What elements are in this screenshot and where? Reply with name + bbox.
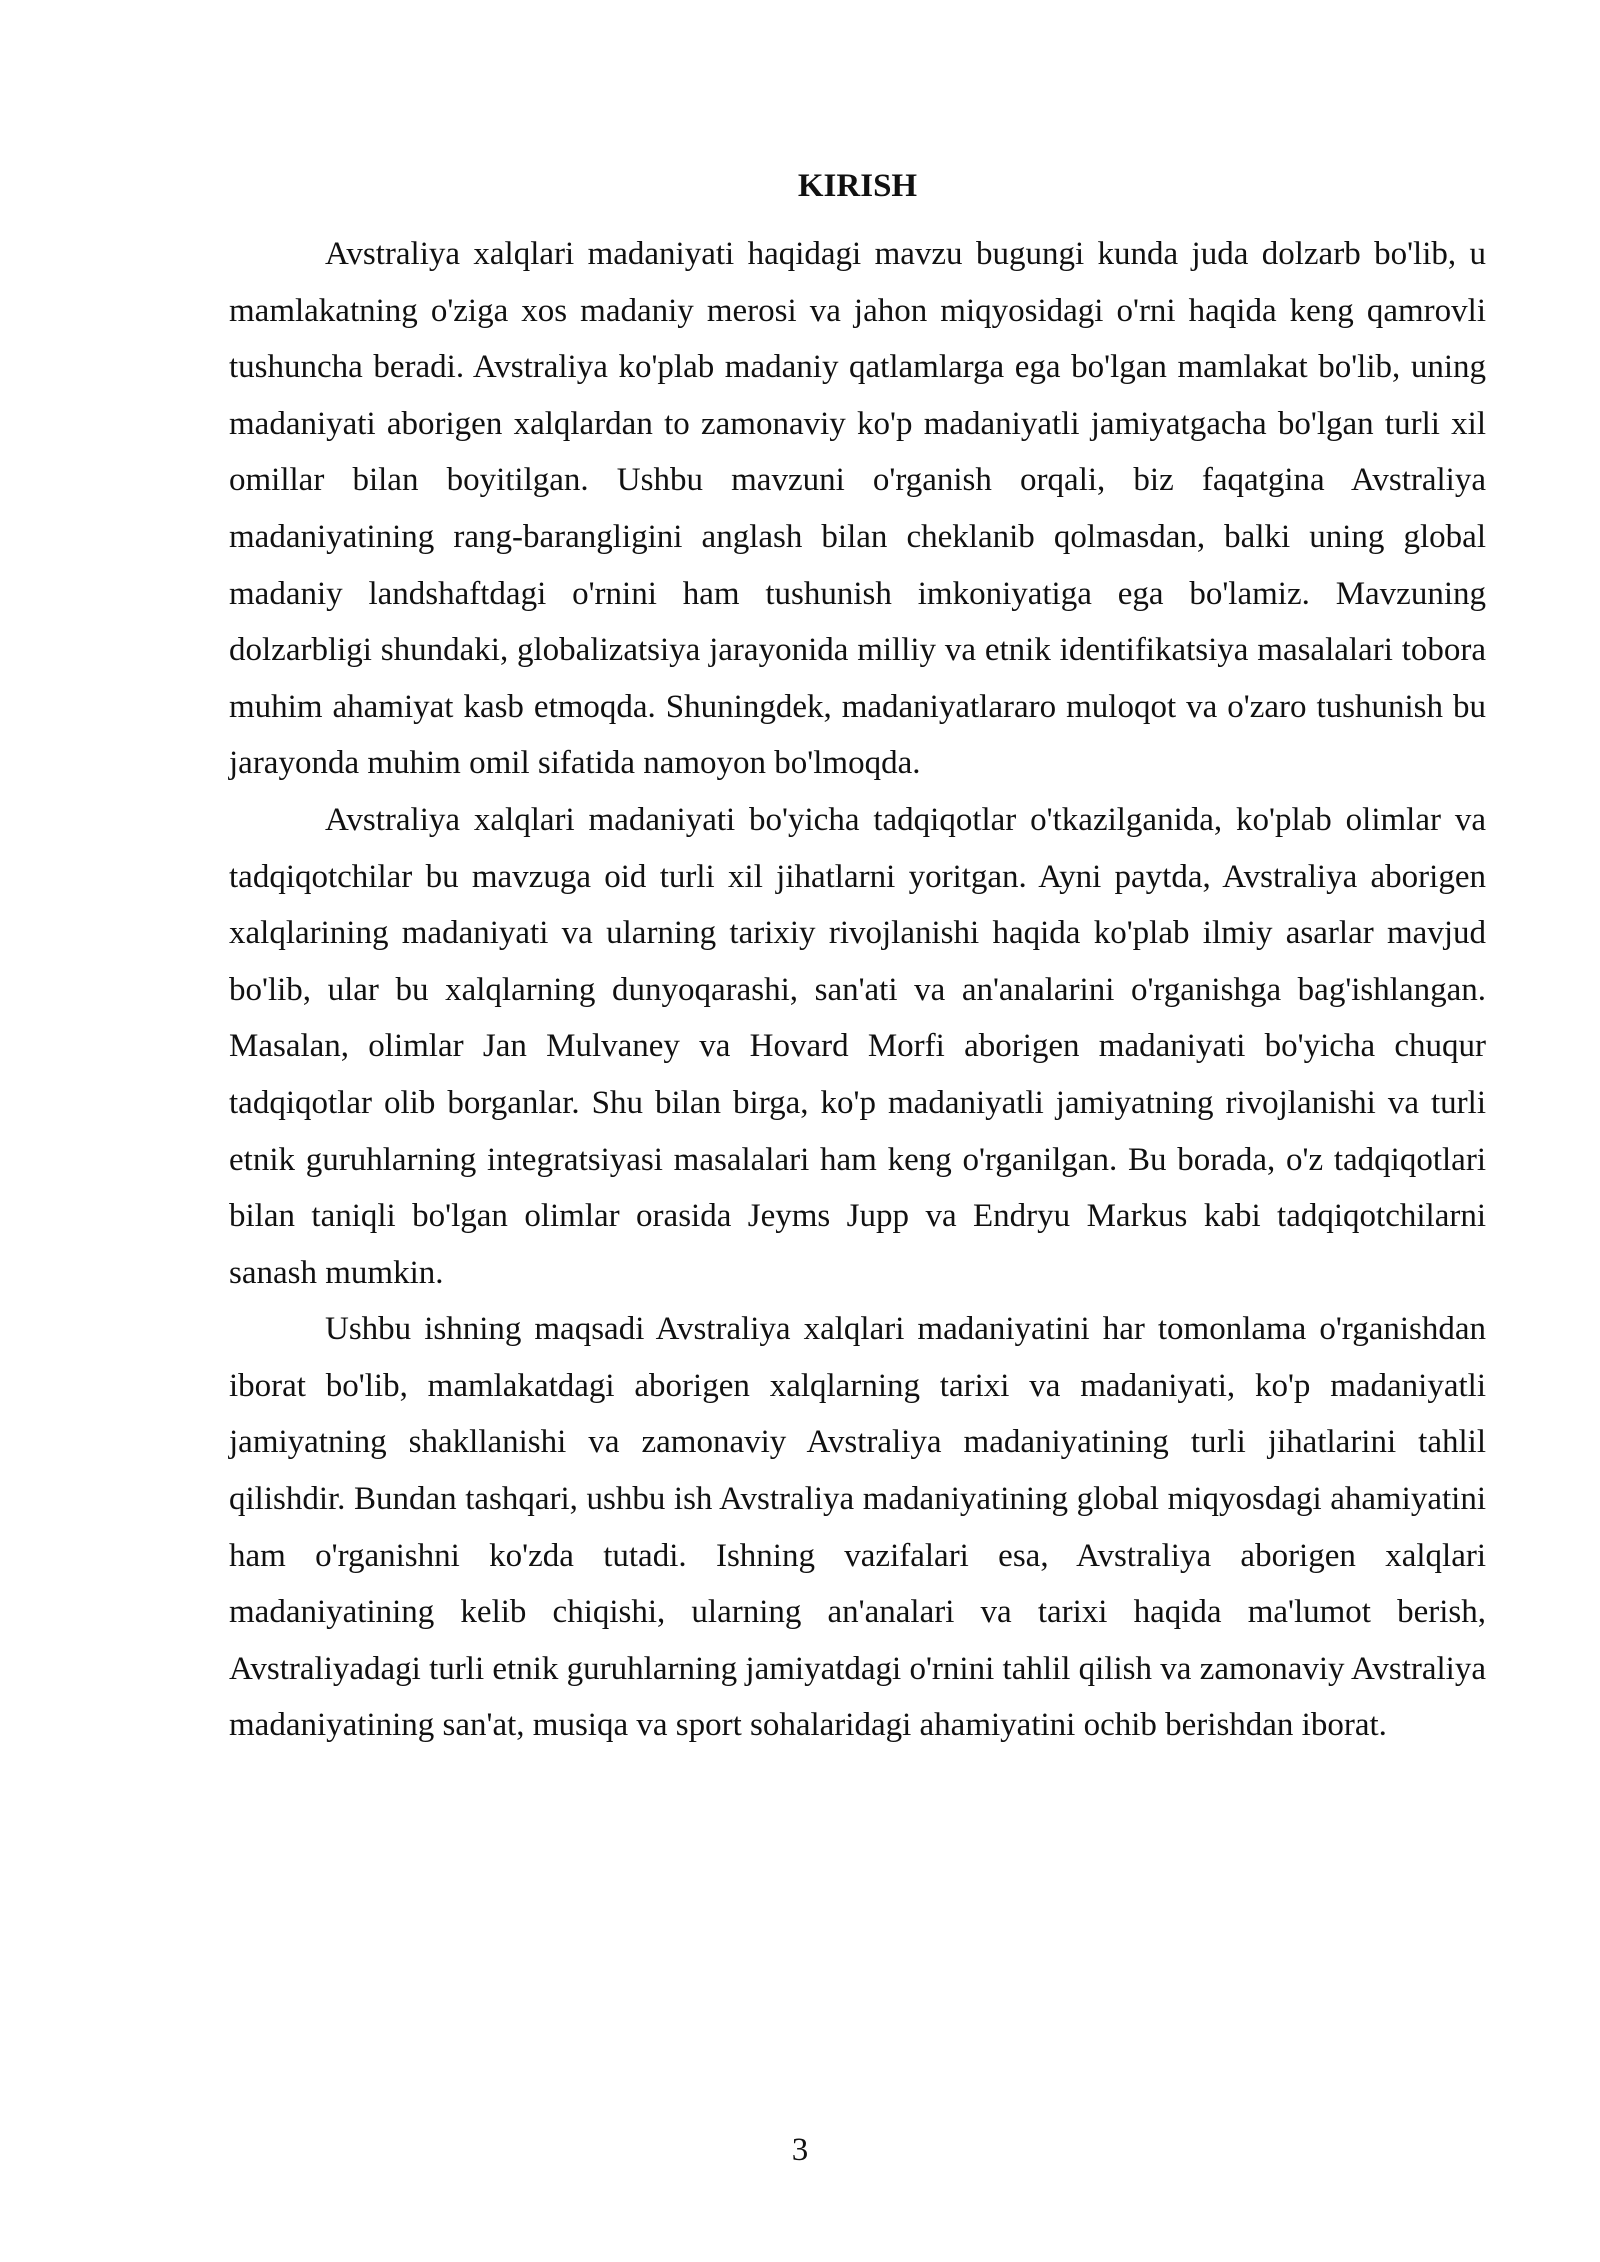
paragraph-relevance: Avstraliya xalqlari madaniyati haqidagi mavzu bugungi kunda juda dolzarb bo'lib, u mamlakatning o'ziga xos madaniy merosi va jahon miqyosidagi o'rni haqida keng qamrovli tushuncha beradi. Avstraliya ko'plab madaniy qatlamlarga ega bo'lgan mamlakat bo'lib, uning madaniyati aborigen xalqlardan to zamonaviy ko'p madaniyatli jamiyatgacha bo'lgan turli xil omillar bilan boyitilgan. Ushbu mavzuni o'rganish orqali, biz faqatgina Avstraliya madaniyatining rang-barangligini anglash bilan cheklanib qolmasdan, balki uning global madaniy landshaftdagi o'rnini ham tushunish imkoniyatiga ega bo'lamiz. Mavzuning dolzarbligi shundaki, globalizatsiya jarayonida milliy va etnik identifikatsiya masalalari tobora muhim ahamiyat kasb etmoqda. Shuningdek, madaniyatlararo muloqot va o'zaro tushunish bu jarayonda muhim omil sifatida namoyon bo'lmoqda. — [229, 236, 1486, 782]
paragraph-aims-and-tasks: Ushbu ishning maqsadi Avstraliya xalqlari madaniyatini har tomonlama o'rganishdan iborat bo'lib, mamlakatdagi aborigen xalqlarning tarixi va madaniyati, ko'p madaniyatli jamiyatning shakllanishi va zamonaviy Avstraliya madaniyatining turli jihatlarini tahlil qilishdir. Bundan tashqari, ushbu ish Avstraliya madaniyatining global miqyosdagi ahamiyatini ham o'rganishni ko'zda tutadi. Ishning vazifalari esa, Avstraliya aborigen xalqlari madaniyatining kelib chiqishi, ularning an'analari va tarixi haqida ma'lumot berish, Avstraliyadagi turli etnik guruhlarning jamiyatdagi o'rnini tahlil qilish va zamonaviy Avstraliya madaniyatining san'at, musiqa va sport sohalaridagi ahamiyatini ochib berishdan iborat. — [229, 1311, 1486, 1744]
page-number: 3 — [791, 2132, 809, 2168]
section-title: KIRISH — [797, 168, 918, 204]
paragraph-literature-review: Avstraliya xalqlari madaniyati bo'yicha tadqiqotlar o'tkazilganida, ko'plab olimlar va tadqiqotchilar bu mavzuga oid turli xil jihatlarni yoritgan. Ayni paytda, Avstraliya aborigen xalqlarining madaniyati va ularning tarixiy rivojlanishi haqida ko'plab ilmiy asarlar mavjud bo'lib, ular bu xalqlarning dunyoqarashi, san'ati va an'analarini o'rganishga bag'ishlangan. Masalan, olimlar Jan Mulvaney va Hovard Morfi aborigen madaniyati bo'yicha chuqur tadqiqotlar olib borganlar. Shu bilan birga, ko'p madaniyatli jamiyatning rivojlanishi va turli etnik guruhlarning integratsiyasi masalalari ham keng o'rganilgan. Bu borada, o'z tadqiqotlari bilan taniqli bo'lgan olimlar orasida Jeyms Jupp va Endryu Markus kabi tadqiqotchilarni sanash mumkin. — [229, 801, 1486, 1291]
document-page — [229, 160, 1486, 1754]
